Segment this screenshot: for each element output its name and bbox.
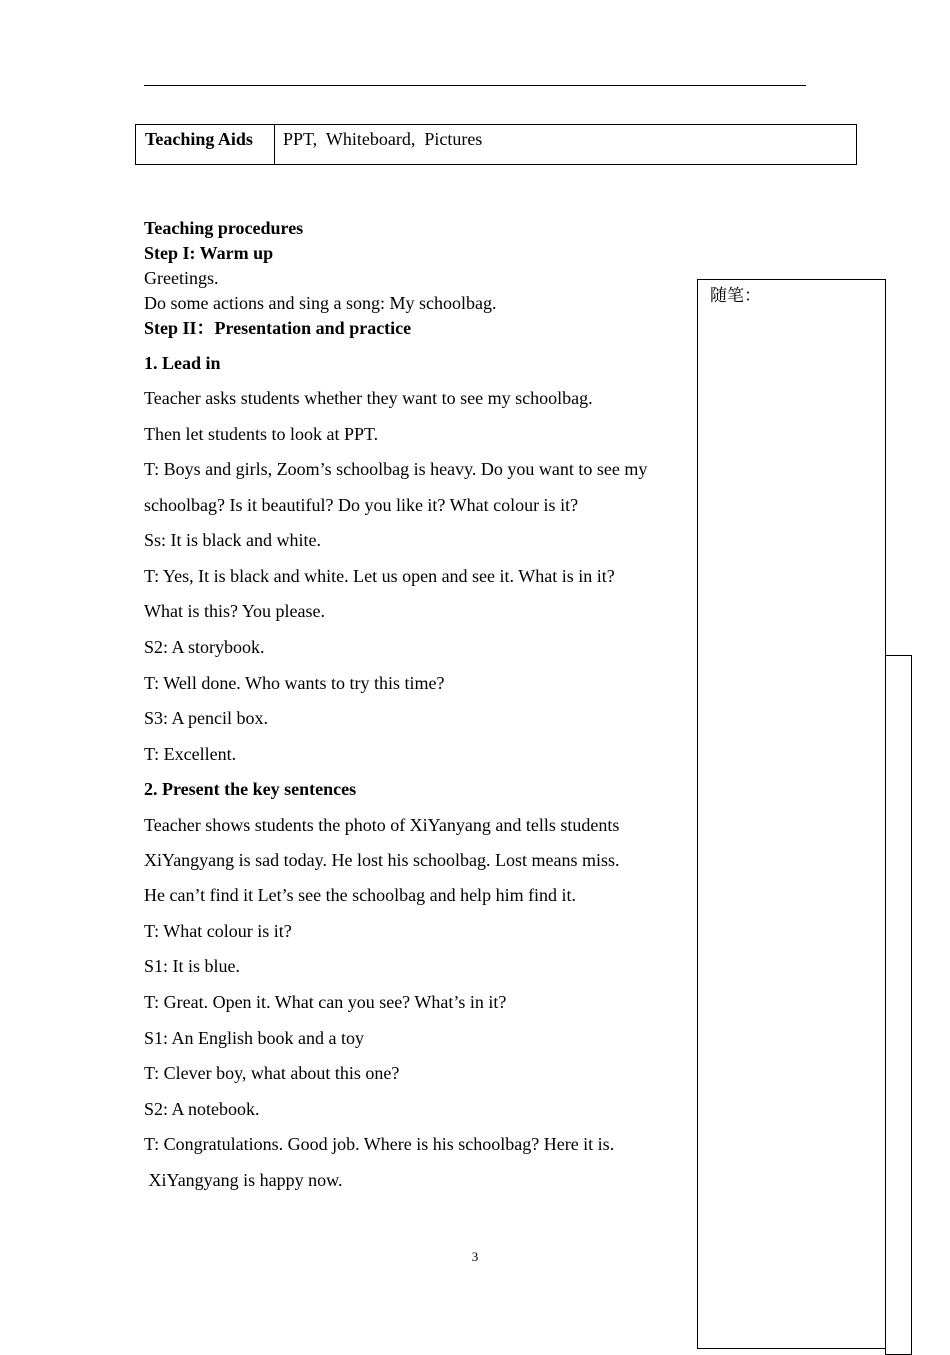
section1-line: T: Yes, It is black and white. Let us open and see it. What is in it? [144, 566, 615, 586]
section2-title: 2. Present the key sentences [144, 779, 357, 799]
section2-line: S1: An English book and a toy [144, 1028, 364, 1048]
header-rule [144, 85, 806, 86]
section1-line: T: Boys and girls, Zoom’s schoolbag is heavy. Do you want to see my [144, 459, 648, 479]
section1-line: Ss: It is black and white. [144, 530, 321, 550]
section2-line: T: Clever boy, what about this one? [144, 1063, 400, 1083]
section2-line: T: Congratulations. Good job. Where is his schoolbag? Here it is. [144, 1134, 615, 1154]
section1-title: 1. Lead in [144, 353, 221, 373]
teaching-aids-value: PPT, Whiteboard, Pictures [283, 129, 483, 149]
step2-title: Step II：Presentation and practice [144, 318, 412, 338]
step1-title: Step I: Warm up [144, 243, 274, 263]
section1-line: Then let students to look at PPT. [144, 424, 379, 444]
notes-box [697, 279, 886, 1349]
section2-line: He can’t find it Let’s see the schoolbag and help him find it. [144, 885, 577, 905]
teaching-aids-table [135, 124, 857, 165]
section1-line: Teacher asks students whether they want to see my schoolbag. [144, 388, 593, 408]
page-number: 3 [471, 1249, 479, 1264]
section1-line: T: Well done. Who wants to try this time? [144, 673, 445, 693]
section2-line: XiYangyang is happy now. [144, 1170, 343, 1190]
step1-line: Do some actions and sing a song: My schoolbag. [144, 293, 497, 313]
section1-line: S2: A storybook. [144, 637, 265, 657]
section2-line: T: Great. Open it. What can you see? What’s in it? [144, 992, 507, 1012]
notes-label: 随笔： [710, 286, 761, 306]
section1-line: What is this? You please. [144, 601, 325, 621]
section1-line: schoolbag? Is it beautiful? Do you like it? What colour is it? [144, 495, 579, 515]
section2-line: Teacher shows students the photo of XiYanyang and tells students [144, 815, 620, 835]
section2-line: S1: It is blue. [144, 956, 241, 976]
procedures-heading: Teaching procedures [144, 218, 304, 238]
section2-line: S2: A notebook. [144, 1099, 260, 1119]
teaching-aids-label: Teaching Aids [136, 125, 275, 164]
section1-line: T: Excellent. [144, 744, 237, 764]
section2-line: XiYangyang is sad today. He lost his schoolbag. Lost means miss. [144, 850, 620, 870]
section2-line: T: What colour is it? [144, 921, 292, 941]
step1-line: Greetings. [144, 268, 219, 288]
section1-line: S3: A pencil box. [144, 708, 269, 728]
